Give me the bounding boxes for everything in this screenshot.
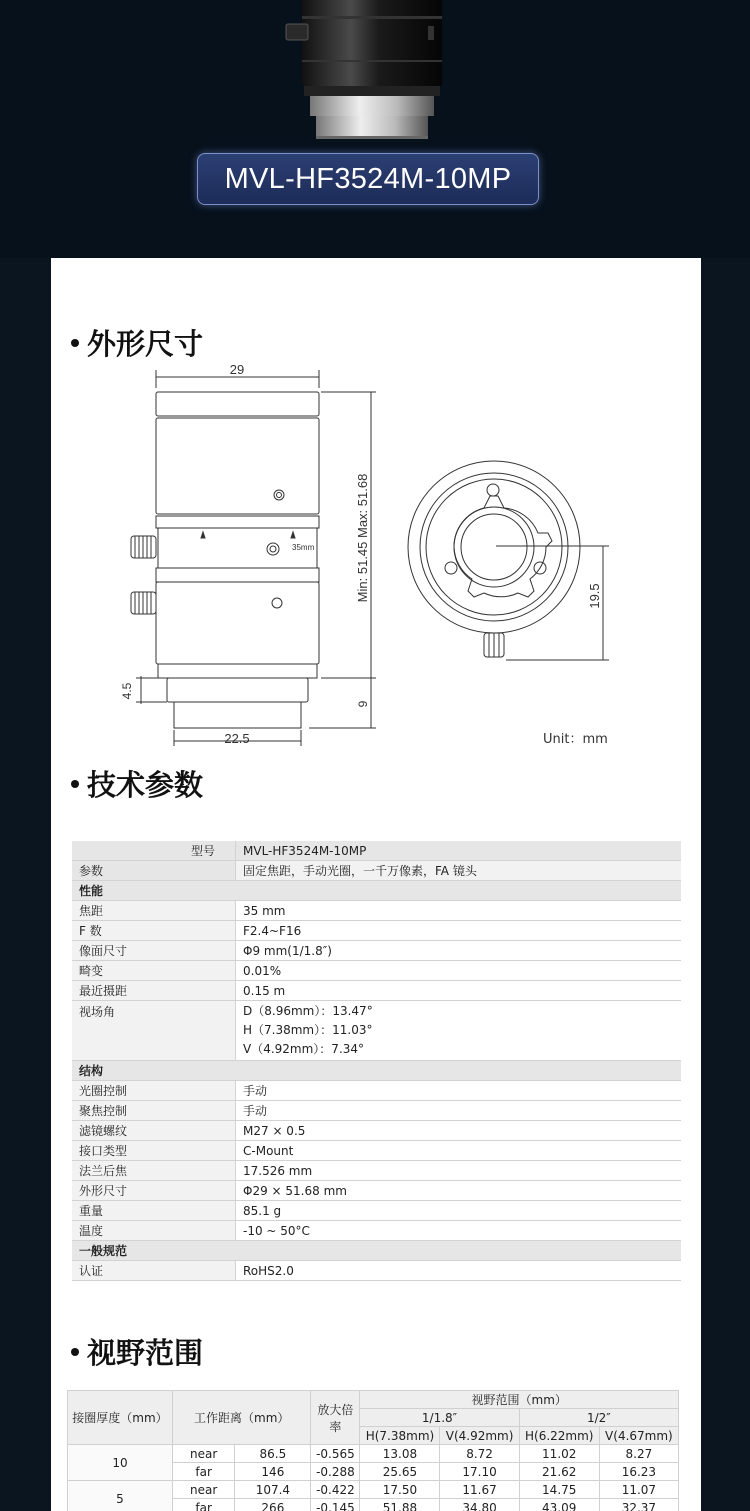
spec-group-performance: 性能 <box>72 881 681 901</box>
model-badge: MVL-HF3524M-10MP <box>197 153 539 205</box>
section-title-specs: 技术参数 <box>71 763 203 804</box>
dim-mount-len-label: 9 <box>356 700 370 708</box>
table-row: far 146 -0.288 25.65 17.10 21.62 16.23 <box>68 1463 679 1481</box>
spec-row: 畸变 0.01% <box>72 961 681 981</box>
spec-row: 像面尺寸 Φ9 mm(1/1.8″) <box>72 941 681 961</box>
table-row: 10 near 86.5 -0.565 13.08 8.72 11.02 8.27 <box>68 1445 679 1463</box>
spec-row: 焦距 35 mm <box>72 901 681 921</box>
unit-label: Unit：mm <box>543 732 608 747</box>
dim-front-height-label: 19.5 <box>587 583 602 609</box>
spec-group-structure: 结构 <box>72 1061 681 1081</box>
table-row: 5 near 107.4 -0.422 17.50 11.67 14.75 11.07 <box>68 1481 679 1499</box>
content-sheet <box>51 258 701 1511</box>
dim-focal-mark: 35mm <box>292 543 315 552</box>
lens-product-image <box>280 0 460 145</box>
spec-row: 温度 -10 ~ 50°C <box>72 1221 681 1241</box>
hero-banner <box>0 0 750 258</box>
table-row: far 266 -0.145 51.88 34.80 43.09 32.37 <box>68 1499 679 1511</box>
fov-header-row: 1/1.8″ 1/2″ <box>68 1409 679 1427</box>
spec-row-model: 型号 MVL-HF3524M-10MP <box>72 841 681 861</box>
spec-row: 重量 85.1 g <box>72 1201 681 1221</box>
section-title-dimensions: 外形尺寸 <box>71 322 203 363</box>
bullet-icon <box>71 339 79 347</box>
spec-row: 聚焦控制 手动 <box>72 1101 681 1121</box>
fov-header-row: H(7.38mm) V(4.92mm) H(6.22mm) V(4.67mm) <box>68 1427 679 1445</box>
fov-header-row: 接圈厚度（mm） 工作距离（mm） 放大倍率 视野范围（mm） <box>68 1391 679 1409</box>
spec-row: 接口类型 C-Mount <box>72 1141 681 1161</box>
spec-group-general: 一般规范 <box>72 1241 681 1261</box>
spec-row-fov: 视场角 D（8.96mm）：13.47° H（7.38mm）：11.03° V（4.92mm）：7.34° <box>72 1001 681 1061</box>
section-title-fov: 视野范围 <box>71 1331 203 1372</box>
spec-row-param: 参数 固定焦距，手动光圈，一千万像素，FA 镜头 <box>72 861 681 881</box>
bullet-icon <box>71 1348 79 1356</box>
spec-row: F 数 F2.4~F16 <box>72 921 681 941</box>
fov-table <box>67 1390 679 1511</box>
spec-row: 最近摄距 0.15 m <box>72 981 681 1001</box>
spec-row: 外形尺寸 Φ29 × 51.68 mm <box>72 1181 681 1201</box>
spec-row: 认证 RoHS2.0 <box>72 1261 681 1281</box>
dim-mount-offset-label: 4.5 <box>120 682 134 700</box>
dim-length-label: Min: 51.45 Max: 51.68 <box>355 473 370 603</box>
bullet-icon <box>71 780 79 788</box>
spec-row: 光圈控制 手动 <box>72 1081 681 1101</box>
dim-mount-dia-label: 22.5 <box>224 731 250 746</box>
spec-table <box>72 841 681 1281</box>
dimension-drawing <box>51 358 701 758</box>
dim-width-label: 29 <box>229 362 245 377</box>
spec-row: 法兰后焦 17.526 mm <box>72 1161 681 1181</box>
spec-row: 滤镜螺纹 M27 × 0.5 <box>72 1121 681 1141</box>
